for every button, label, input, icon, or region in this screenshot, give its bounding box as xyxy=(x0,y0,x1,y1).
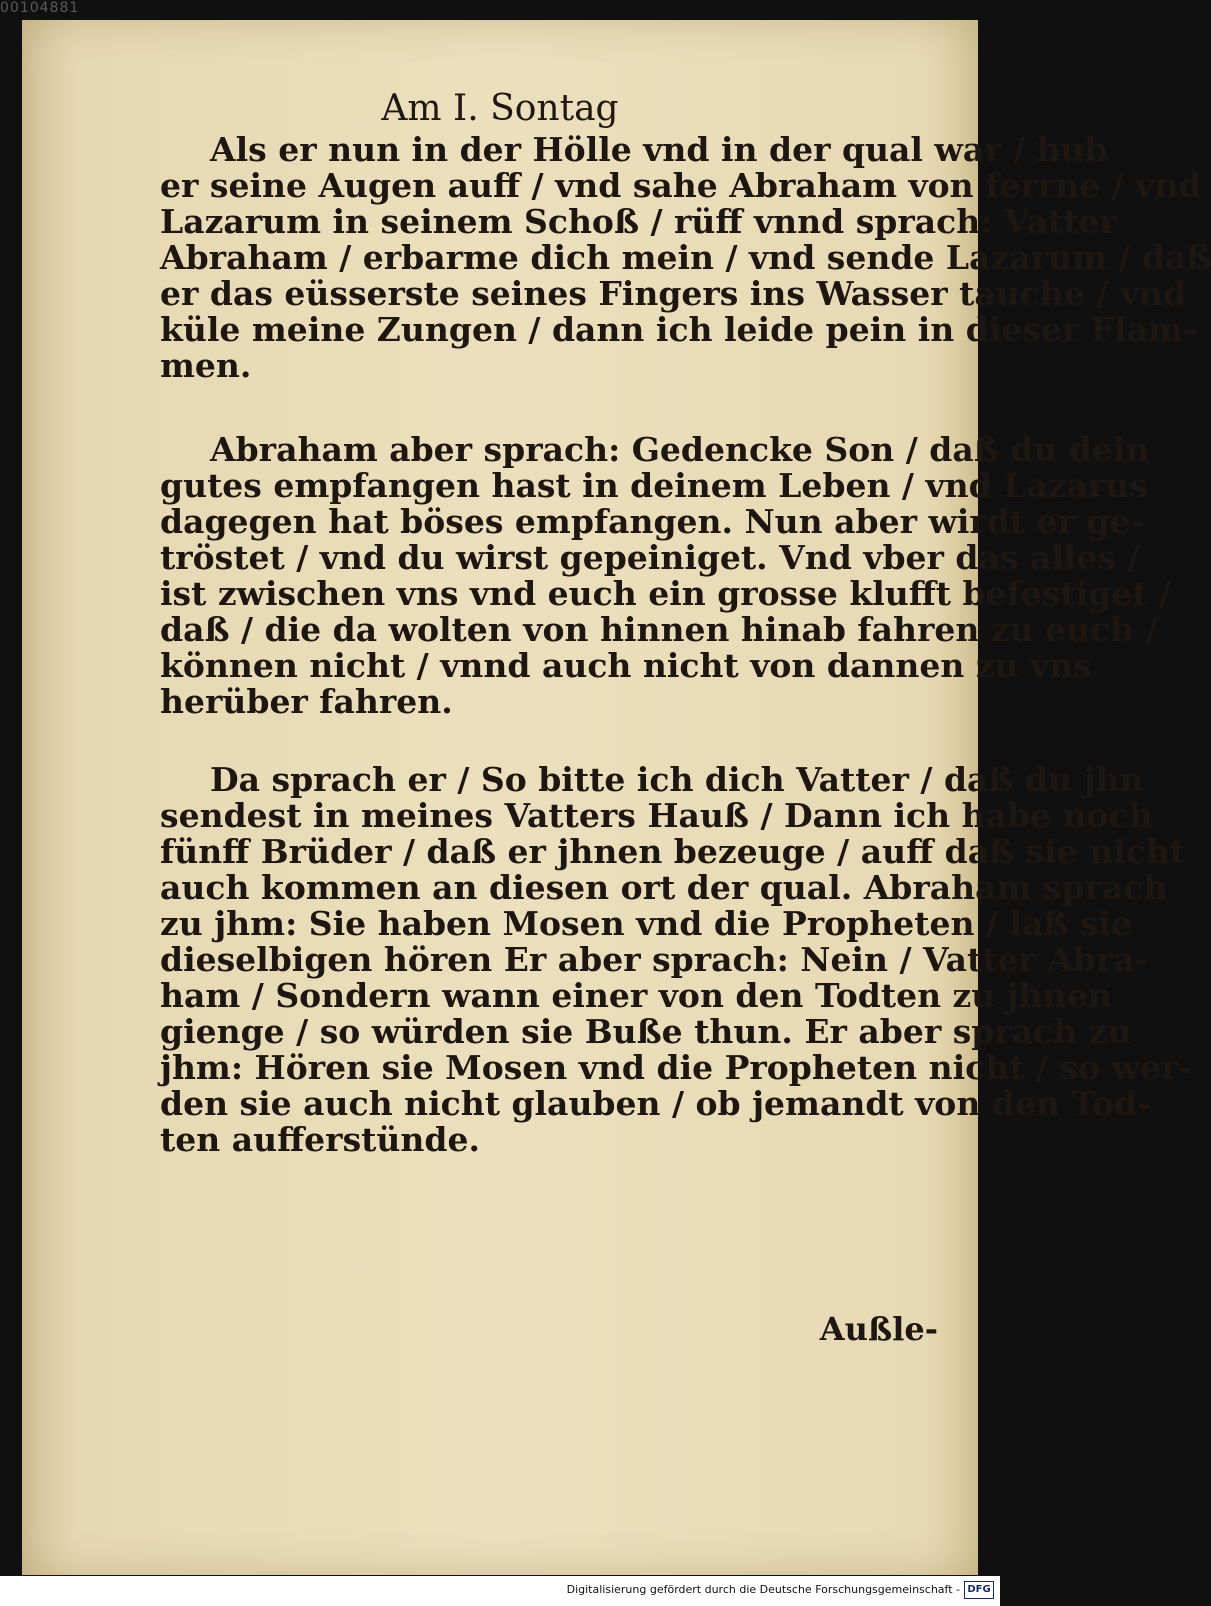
text-line: auch kommen an diesen ort der qual. Abraham sprach xyxy=(160,868,1168,907)
footer-bar xyxy=(0,1576,1000,1606)
text-line: er das eüsserste seines Fingers ins Wasser tauche / vnd xyxy=(160,274,1187,313)
text-line: herüber fahren. xyxy=(160,682,453,721)
text-line: gutes empfangen hast in deinem Leben / vnd Lazarus xyxy=(160,466,1148,505)
text-line: gienge / so würden sie Buße thun. Er aber sprach zu xyxy=(160,1012,1132,1051)
text-line: dieselbigen hören Er aber sprach: Nein / Vatter Abra- xyxy=(160,940,1149,979)
catchword: Außle- xyxy=(819,1310,938,1348)
funding-notice: Digitalisierung gefördert durch die Deutsche Forschungsgemeinschaft - xyxy=(566,1583,960,1596)
dfg-logo: DFG xyxy=(964,1581,994,1599)
text-line: daß / die da wolten von hinnen hinab fahren zu euch / xyxy=(160,610,1158,649)
text-line: Da sprach er / So bitte ich dich Vatter / daß du jhn xyxy=(210,760,1144,799)
text-line: ten aufferstünde. xyxy=(160,1120,480,1159)
book-page xyxy=(22,20,1211,1575)
text-line: können nicht / vnnd auch nicht von dannen zu vns xyxy=(160,646,1092,685)
scan-id-label: 00104881 xyxy=(0,0,80,16)
text-line: Abraham aber sprach: Gedencke Son / daß du dein xyxy=(210,430,1150,469)
text-line: ham / Sondern wann einer von den Todten zu jhnen xyxy=(160,976,1112,1015)
text-line: den sie auch nicht glauben / ob jemandt von den Tod- xyxy=(160,1084,1151,1123)
text-line: er seine Augen auff / vnd sahe Abraham von ferrne / vnd xyxy=(160,166,1202,205)
paragraph-2 xyxy=(160,430,1172,721)
text-line: sendest in meines Vatters Hauß / Dann ich habe noch xyxy=(160,796,1153,835)
text-line: Als er nun in der Hölle vnd in der qual war / hub xyxy=(210,130,1108,169)
text-line: zu jhm: Sie haben Mosen vnd die Propheten / laß sie xyxy=(160,904,1133,943)
paragraph-3 xyxy=(160,760,1193,1159)
text-line: küle meine Zungen / dann ich leide pein in dieser Flam- xyxy=(160,310,1197,349)
text-line: men. xyxy=(160,346,252,385)
text-line: tröstet / vnd du wirst gepeiniget. Vnd vber das alles / xyxy=(160,538,1140,577)
text-line: fünff Brüder / daß er jhnen bezeuge / auff daß sie nicht xyxy=(160,832,1186,871)
text-line: ist zwischen vns vnd euch ein grosse klufft befestiget / xyxy=(160,574,1172,613)
text-line: dagegen hat böses empfangen. Nun aber wirdt er ge- xyxy=(160,502,1145,541)
text-line: Lazarum in seinem Schoß / rüff vnnd sprach: Vatter xyxy=(160,202,1117,241)
paragraph-1 xyxy=(160,130,1211,385)
text-line: jhm: Hören sie Mosen vnd die Propheten nicht / so wer- xyxy=(160,1048,1193,1087)
text-line: Abraham / erbarme dich mein / vnd sende Lazarum / daß xyxy=(160,238,1211,277)
page-header: Am I. Sontag xyxy=(381,88,619,129)
